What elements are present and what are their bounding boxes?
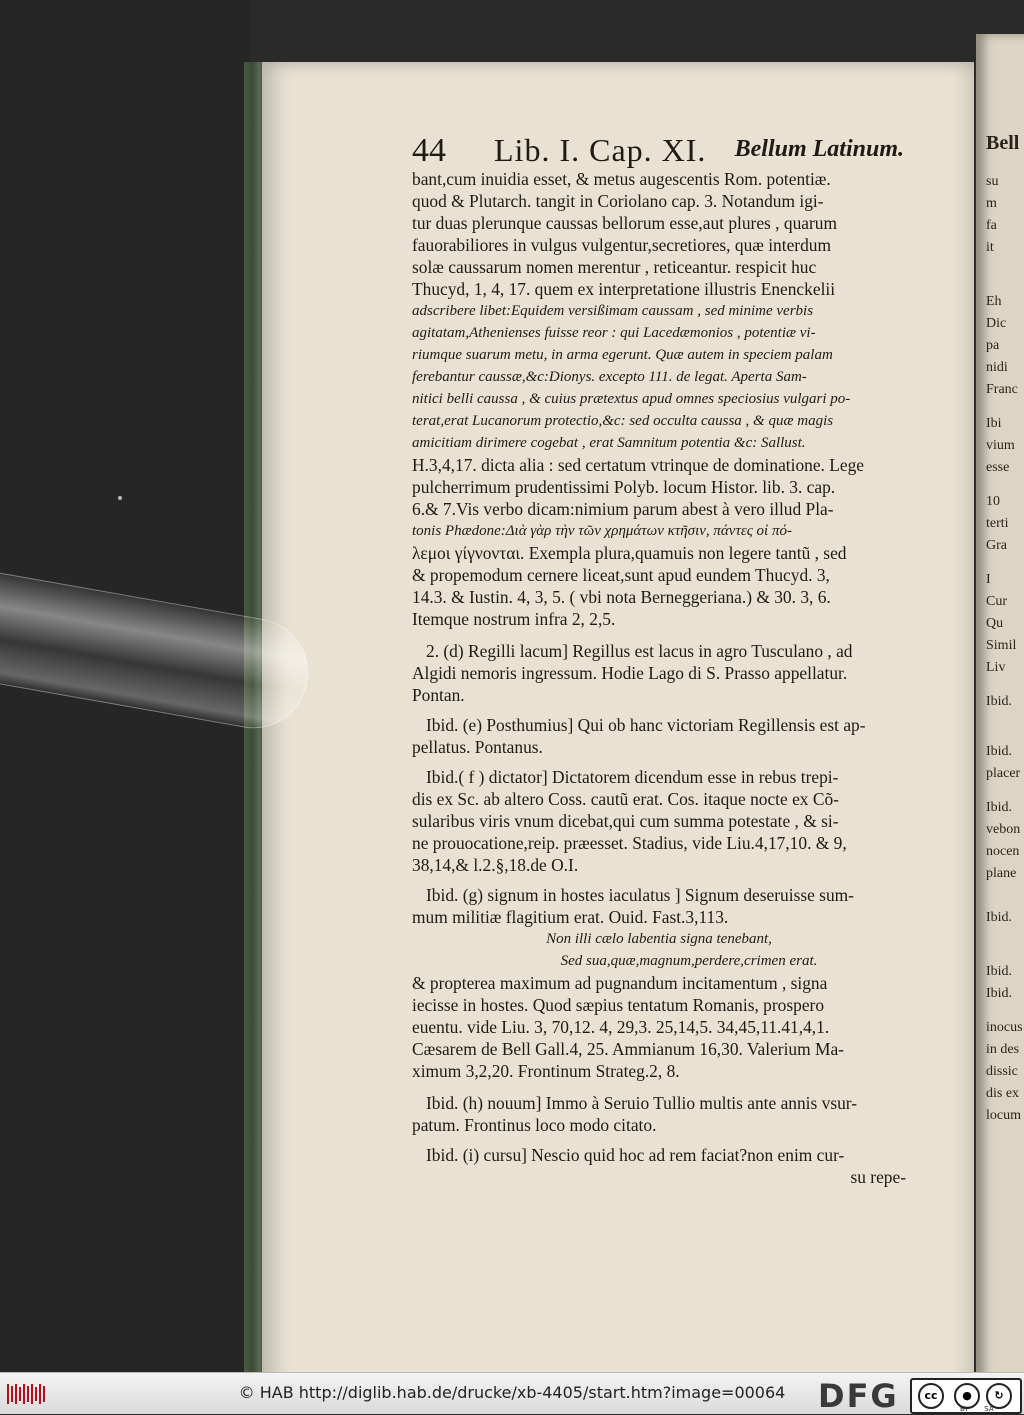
note-line: iecisse in hostes. Quod sæpius tentatum Romanis, prospero [412,995,825,1015]
facing-page-text: vebon [986,822,1021,837]
note-line: dis ex Sc. ab altero Coss. cautũ erat. Cos. itaque nocte ex Cõ- [412,789,839,809]
text-line: quod & Plutarch. tangit in Coriolano cap. 3. Notandum igi- [412,191,824,211]
facing-page-text: in des [986,1042,1020,1057]
note-line: Ibid. (i) cursu] Nescio quid hoc ad rem faciat?non enim cur- [426,1145,845,1165]
facing-page-text: Gra [986,538,1007,553]
sa-label: SA [984,1405,994,1413]
dust-mark [118,496,122,500]
text-line: pulcherrimum prudentissimi Polyb. locum Histor. lib. 3. cap. [412,477,836,497]
note-line: pellatus. Pontanus. [412,737,543,757]
facing-page-text: vium [986,438,1015,453]
facing-page-text: Cur [986,594,1007,609]
text-line: & propemodum cernere liceat,sunt apud eundem Thucyd. 3, [412,565,830,585]
text-line: bant,cum inuidia esset, & metus augescentis Rom. potentiæ. [412,169,831,189]
text-line: 14.3. & Iustin. 4, 3, 5. ( vbi nota Berneggeriana.) & 30. 3, 6. [412,587,831,607]
by-label: BY [960,1405,969,1413]
verse-line: Sed sua,quæ,magnum,perdere,crimen erat. [560,953,818,969]
facing-page-text: Eh [986,294,1002,309]
text-line: nitici belli caussa , & cuius prætextus apud omnes speciosius vulgari po- [412,391,851,407]
note-line: euentu. vide Liu. 3, 70,12. 4, 29,3. 25,14,5. 34,45,11.41,4,1. [412,1017,830,1037]
note-line: & propterea maximum ad pugnandum incitamentum , signa [412,973,828,993]
running-head: Lib. I. Cap. XI. [494,132,707,168]
section-title: Bellum Latinum. [734,136,904,162]
by-person-icon: ● [954,1383,980,1409]
facing-page-edge [976,34,1024,1372]
facing-page-text: Simil [986,638,1017,653]
facing-page-text: I [986,572,991,587]
note-line: sularibus viris vnum dicebat,qui cum summa potestate , & si- [412,811,839,831]
facing-page-text: it [986,240,994,255]
facing-page-text: pa [986,338,1000,353]
note-line: Ibid. (e) Posthumius] Qui ob hanc victoriam Regillensis est ap- [426,715,866,735]
facing-page-text: su [986,174,999,189]
text-line: fauorabiliores in vulgus vulgentur,secretiores, quæ interdum [412,235,831,255]
facing-page-text: Ibid. [986,694,1013,709]
facing-page-text: 10 [986,494,1000,509]
text-line: amicitiam dirimere cogebat , erat Samnitum potentia &c: Sallust. [412,435,806,451]
facing-page-text: terti [986,516,1009,531]
text-line: tonis Phædone:Διὰ γὰρ τὴν τῶν χρημάτων κτῆσιν, πάντες οἱ πό- [412,523,792,539]
cc-icon: cc [918,1383,944,1409]
note-line: Ibid. (g) signum in hostes iaculatus ] Signum deseruisse sum- [426,885,854,905]
note-line: Algidi nemoris ingressum. Hodie Lago di S. Prasso appellatur. [412,663,848,683]
source-credit-link[interactable]: © HAB http://diglib.hab.de/drucke/xb-4405/start.htm?image=00064 [238,1383,786,1402]
facing-page-text: Ibid. [986,744,1013,759]
dfg-logo: DFG [818,1377,899,1415]
facing-page-text: esse [986,460,1010,475]
facing-page-text: Ibid. [986,964,1013,979]
text-line: 6.& 7.Vis verbo dicam:nimium parum abest à vero illud Pla- [412,499,834,519]
note-line: Pontan. [412,685,465,705]
note-line: 2. (d) Regilli lacum] Regillus est lacus in agro Tusculano , ad [426,641,853,661]
facing-page-text: dissic [986,1064,1018,1079]
facing-page-text: inocus [986,1020,1023,1035]
text-line: terat,erat Lucanorum protectio,&c: sed occulta caussa , & quæ magis [412,413,834,429]
note-line: 38,14,& l.2.§,18.de O.I. [412,855,579,875]
note-line: ne prouocatione,reip. præesset. Stadius, vide Liu.4,17,10. & 9, [412,833,847,853]
facing-page-text: nidi [986,360,1008,375]
facing-page-text: fa [986,218,997,233]
catchword: su repe- [850,1167,906,1187]
note-line: Cæsarem de Bell Gall.4, 25. Ammianum 16,30. Valerium Ma- [412,1039,844,1059]
page-number: 44 [412,132,446,169]
note-line: patum. Frontinus loco modo citato. [412,1115,657,1135]
note-line: Ibid.( f ) dictator] Dictatorem dicendum esse in rebus trepi- [426,767,839,787]
text-line: riumque suarum metu, in arma egerunt. Quæ autem in speciem palam [412,347,833,363]
note-line: mum militiæ flagitium erat. Ouid. Fast.3,113. [412,907,729,927]
page-header [412,132,904,172]
text-line: adscribere libet:Equidem versißimam caussam , sed minime verbis [412,303,814,319]
note-line: Ibid. (h) nouum] Immo à Seruio Tullio multis ante annis vsur- [426,1093,858,1113]
text-line: λεμοι γίγνονται. Exempla plura,quamuis non legere tantũ , sed [412,543,847,563]
facing-page-text: Franc [986,382,1018,397]
facing-page-text: Dic [986,316,1007,331]
facing-page-text: Ibi [986,416,1002,431]
facing-page-text: dis ex [986,1086,1020,1101]
facing-page-text: Liv [986,660,1006,675]
text-line: Itemque nostrum infra 2, 2,5. [412,609,616,629]
viewer-footer [0,1372,1024,1414]
facing-page-text: Qu [986,616,1004,631]
facing-page-text: Ibid. [986,986,1013,1001]
facing-page-text: locum [986,1108,1021,1123]
text-line: ferebantur caussæ,&c:Dionys. excepto 111. de legat. Aperta Sam- [412,369,807,385]
share-alike-icon: ↻ [986,1383,1012,1409]
verse-line: Non illi cælo labentia signa tenebant, [546,931,772,947]
note-line: ximum 3,2,20. Frontinum Strateg.2, 8. [412,1061,680,1081]
text-line: tur duas plerunque caussas bellorum esse,aut plures , quarum [412,213,837,233]
text-line: agitatam,Athenienses fuisse reor : qui Lacedæmonios , potentiæ vi- [412,325,816,341]
text-line: Thucyd, 1, 4, 17. quem ex interpretatione illustris Enenckelii [412,279,836,299]
facing-page-text: Ibid. [986,800,1013,815]
facing-page-text: plane [986,866,1017,881]
facing-page-text: Ibid. [986,910,1013,925]
text-line: H.3,4,17. dicta alia : sed certatum vtrinque de dominatione. Lege [412,455,865,475]
facing-page-text: m [986,196,997,211]
facing-page-text: nocen [986,844,1020,859]
facing-page-text: Bell [986,132,1020,154]
cc-license-labels [960,1405,994,1413]
facing-page-text: placer [986,766,1021,781]
text-line: solæ caussarum nomen merentur , reticeantur. respicit huc [412,257,817,277]
